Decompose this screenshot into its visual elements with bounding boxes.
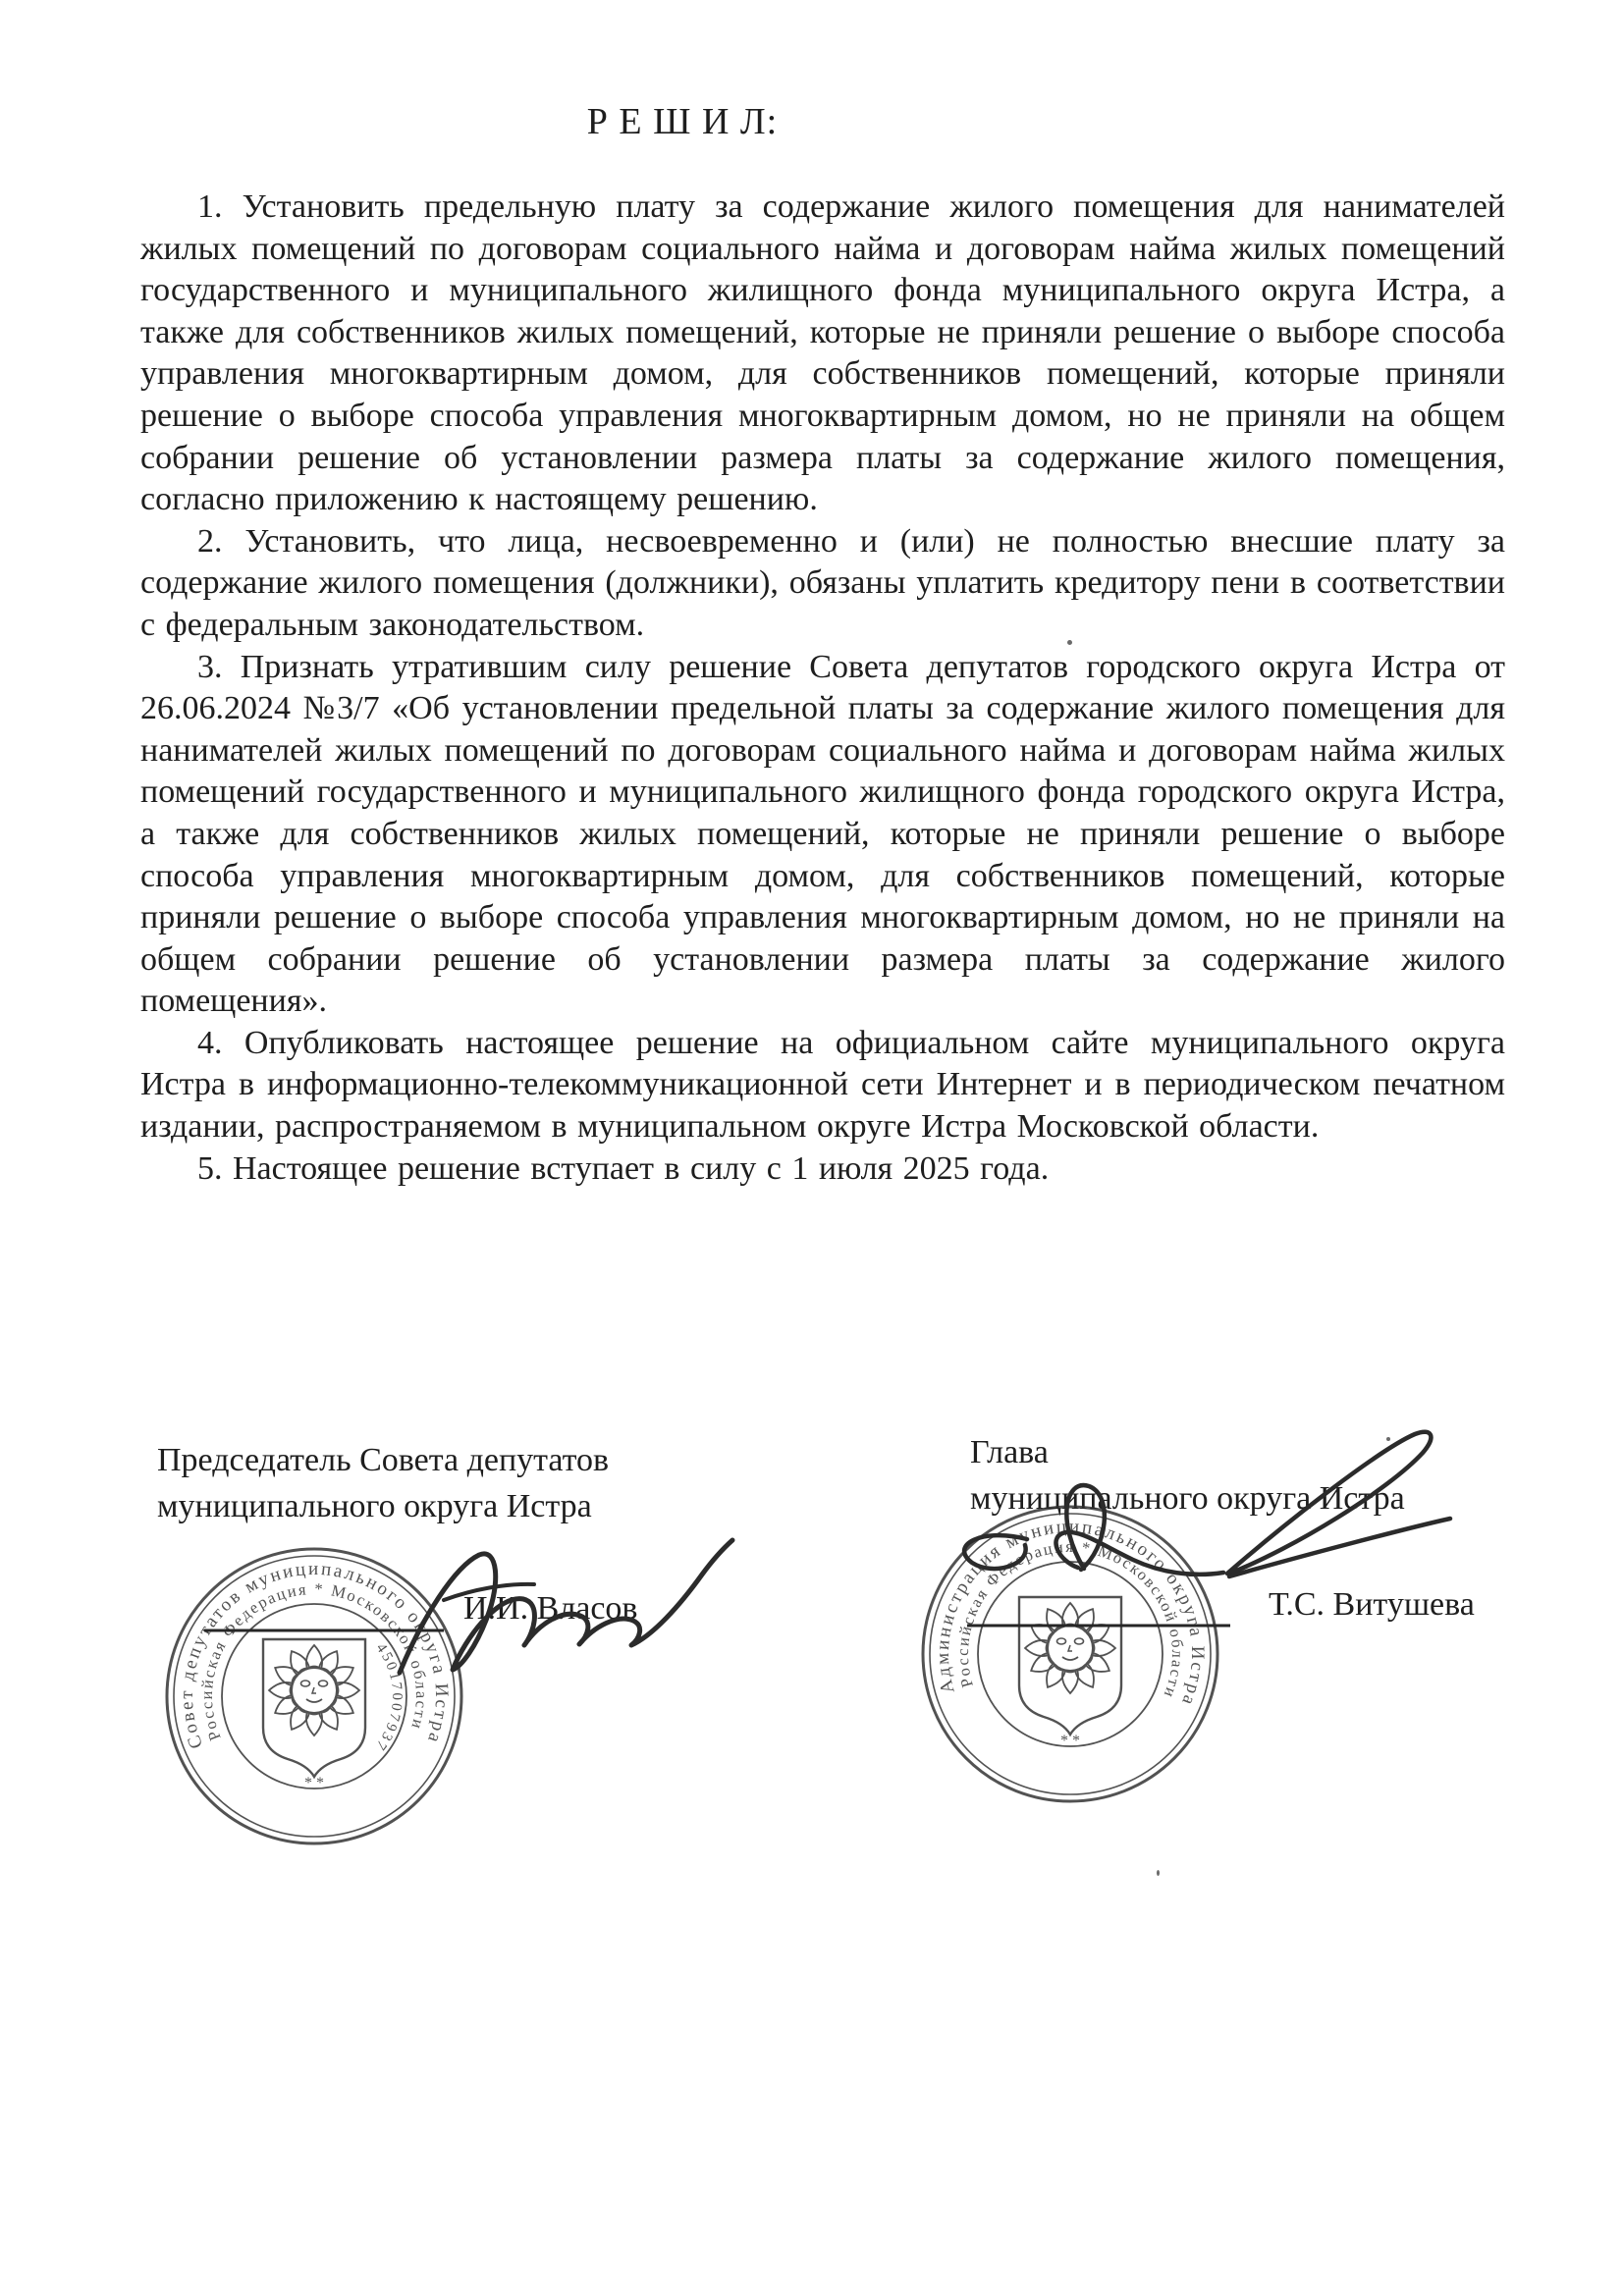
signer-title-right-line2: муниципального округа Истра [970, 1480, 1405, 1517]
stamp-right-shield [1019, 1597, 1121, 1735]
signer-title-right [970, 1429, 1405, 1522]
document-title: Р Е Ш И Л: [586, 101, 779, 142]
stamp-right-second-border [930, 1514, 1211, 1794]
stamp-left-inner-border [222, 1604, 406, 1789]
stamp-left-outer-border [167, 1549, 461, 1843]
official-stamp-left [133, 1515, 480, 1843]
paragraph-5: 5. Настоящее решение вступает в силу с 1 июля 2025 года. [197, 1149, 1050, 1187]
paragraph-3: 3. Признать утратившим силу решение Совета депутатов городского округа Истра от 26.06.2024 №3/7 «Об установлении предельной платы за содержание жилого помещения для нанимателей жилых помещений по договорам социального найма и договорам найма жилых помещений государственного и муниципального жилищного фонда городского округа Истра, а также для собственников жилых помещений, которые не приняли решение о выборе способа управления многоквартирным домом, для собственников помещений, которые приняли решение о выборе способа управления многоквартирным домом, но не приняли на общем собрании решение об установлении размера платы за содержание жилого помещения». [140, 648, 1505, 1020]
stamp-right-stars: * * [1060, 1733, 1080, 1749]
paragraph-4: 4. Опубликовать настоящее решение на официальном сайте муниципального округа Истра в информационно-телекоммуникационной сети Интернет и в периодическом печатном издании, распространяемом в муниципальном округе Истра Московской области. [140, 1024, 1505, 1146]
signer-name-left: И.И. Власов [463, 1590, 638, 1627]
stamp-left-registration-number: 45017007937 [370, 1640, 406, 1755]
paragraph-2: 2. Установить, что лица, несвоевременно и (или) не полностью внесшие плату за содержание жилого помещения (должники), обязаны уплатить кредитору пени в соответствии с федеральным законодательством. [140, 522, 1505, 643]
stamp-left-outer-text: Совет депутатов муниципального округа Истра [176, 1558, 453, 1752]
signer-name-right: Т.С. Витушева [1269, 1586, 1475, 1623]
scan-speck [1157, 1870, 1160, 1876]
signer-title-left-line1: Председатель Совета депутатов [157, 1442, 610, 1478]
scan-speck [1067, 640, 1072, 645]
signer-title-right-line1: Глава [970, 1434, 1049, 1470]
stamp-left-second-border [174, 1556, 455, 1837]
stamp-right-inner-text: Российская Федерация * Московской области [952, 1536, 1188, 1702]
scan-speck [1386, 1437, 1390, 1441]
signer-title-left [157, 1437, 609, 1529]
paragraph-1: 1. Установить предельную плату за содержание жилого помещения для нанимателей жилых помещений по договорам социального найма и договорам найма жилых помещений государственного и муниципального жилищного фонда муниципального округа Истра, а также для собственников жилых помещений, которые не приняли решение о выборе способа управления многоквартирным домом, для собственников помещений, которые приняли решение о выборе способа управления многоквартирным домом, но не приняли на общем собрании решение об установлении размера платы за содержание жилого помещения, согласно приложению к настоящему решению. [140, 188, 1505, 518]
stamp-right-outer-border [923, 1507, 1217, 1801]
stamp-left-shield [263, 1639, 365, 1777]
stamp-right-outer-text: Администрация муниципального округа Истра [932, 1516, 1209, 1710]
stamp-left-stars: * * [304, 1775, 324, 1791]
official-stamp-right [896, 1480, 1229, 1801]
document-body [140, 187, 1505, 1190]
stamp-left-sun-emblem [269, 1645, 359, 1735]
stamp-right-sun-emblem [1025, 1603, 1115, 1693]
stamp-left-inner-text: Российская Федерация * Московской области [196, 1578, 432, 1743]
stamp-right-inner-border [978, 1562, 1163, 1746]
signer-title-left-line2: муниципального округа Истра [157, 1488, 592, 1524]
